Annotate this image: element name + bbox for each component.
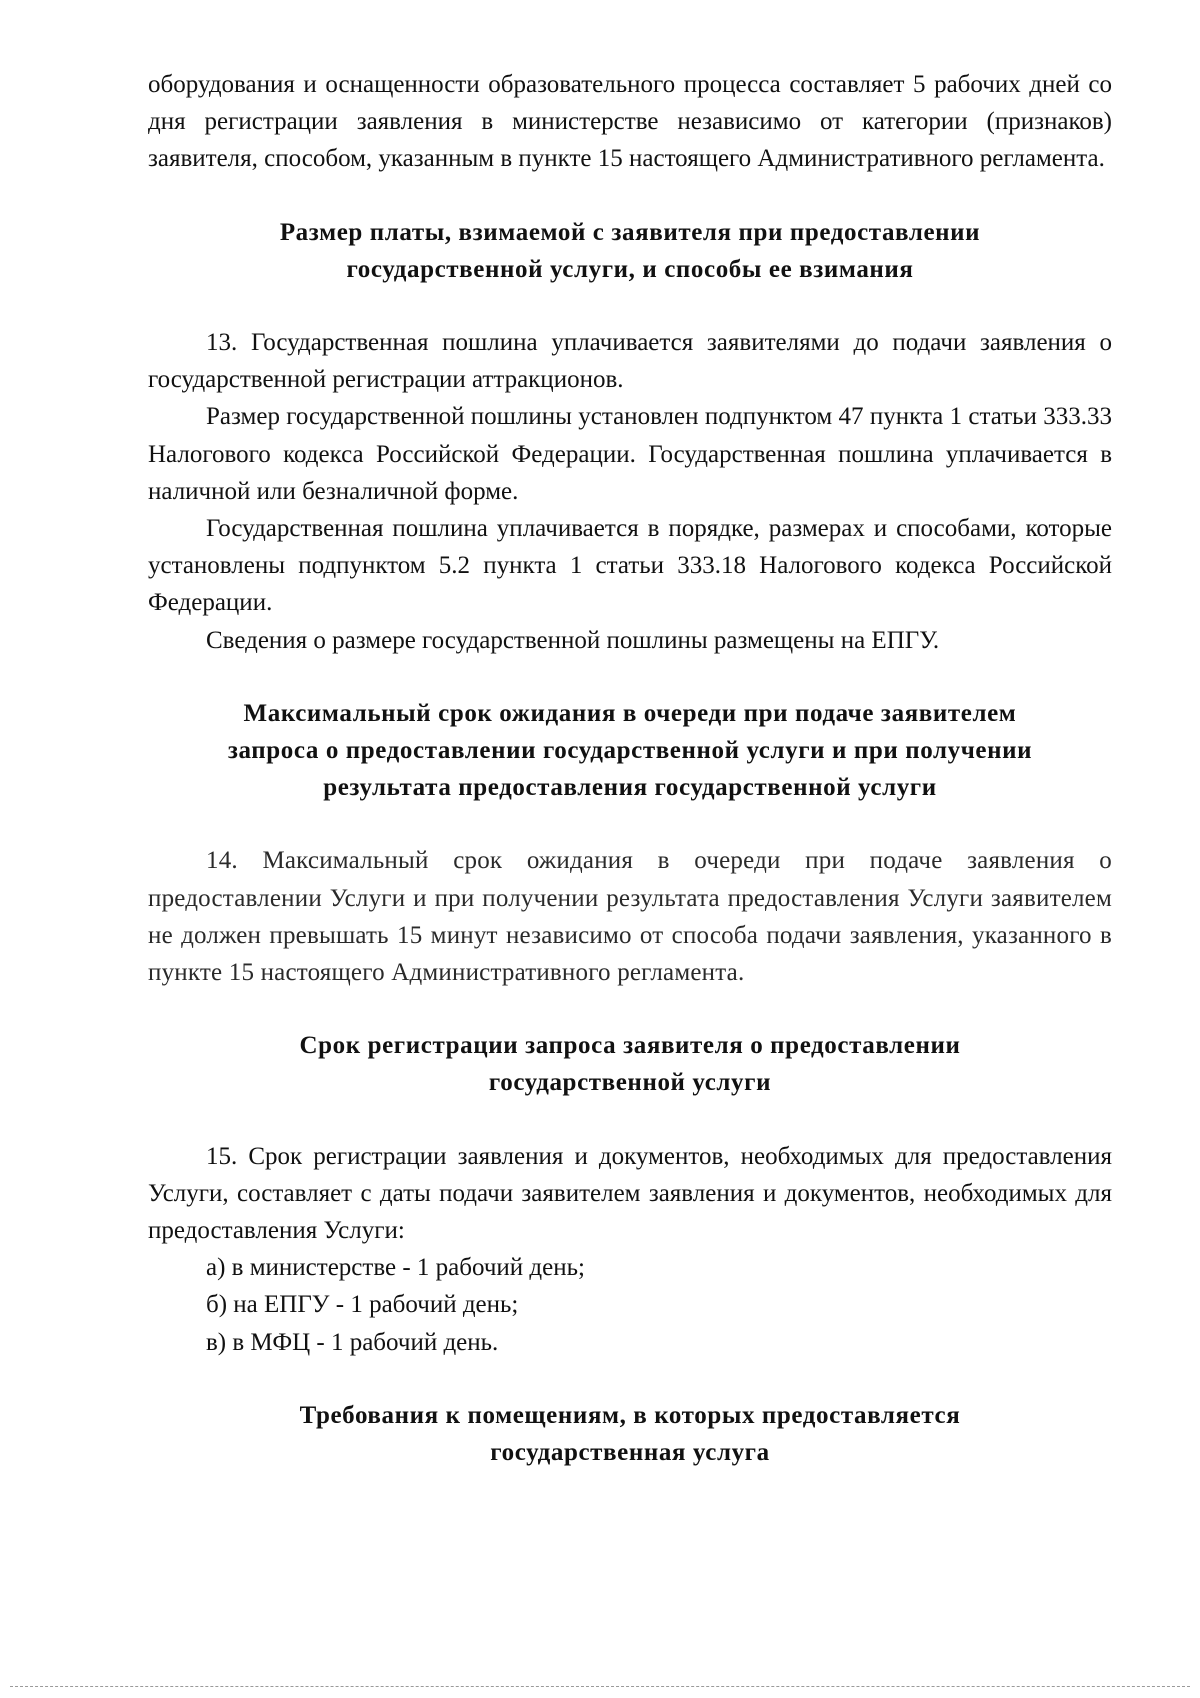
section-heading-queue-line2: запроса о предоставлении государственной услуги и при получении [227,737,1033,765]
section-heading-fee-line2: государственной услуги, и способы ее взимания [346,255,914,283]
section-heading-fee-line1: Размер платы, взимаемой с заявителя при предоставлении [279,218,981,246]
list-item-ministry: а) в министерстве - 1 рабочий день; [206,1254,585,1282]
list-item-epgu: б) на ЕПГУ - 1 рабочий день; [206,1291,519,1319]
list-item-mfc: в) в МФЦ - 1 рабочий день. [206,1328,499,1356]
paragraph-fee-info: Сведения о размере государственной пошлины размещены на ЕПГУ. [206,626,940,654]
paragraph-fee-order: Государственная пошлина уплачивается в порядке, размерах и способами, которые установлены подпунктом 5.2 пункта 1 статьи 333.18 Налогового кодекса Российской Федерации. [148,515,1112,617]
section-heading-premises-line2: государственная услуга [490,1439,770,1467]
spacer [148,806,1112,842]
paragraph-15: 15. Срок регистрации заявления и документов, необходимых для предоставления Услуги, составляет с даты подачи заявителем заявления и документов, необходимых для предоставления Услуги: [148,1142,1112,1245]
spacer [148,991,1112,1027]
section-heading-queue-line1: Максимальный срок ожидания в очереди при подаче заявителем [243,699,1017,727]
page-bottom-edge [10,1686,1190,1687]
paragraph-13: 13. Государственная пошлина уплачивается заявителями до подачи заявления о государственной регистрации аттракционов. [148,329,1112,394]
intro-paragraph: оборудования и оснащенности образовательного процесса составляет 5 рабочих дней со дня регистрации заявления в министерстве независимо от категории (признаков) заявителя, способом, указанным в пункте 15 настоящего Административного регламента. [148,71,1112,173]
spacer [148,288,1112,324]
spacer [148,1361,1112,1397]
document-body [148,66,1112,1471]
paragraph-14: 14. Максимальный срок ожидания в очереди при подаче заявления о предоставлении Услуги и при получении результата предоставления Услуги заявителем не должен превышать 15 минут независимо от способа подачи заявления, указанного в пункте 15 настоящего Административного регламента. [148,847,1112,987]
section-heading-queue-line3: результата предоставления государственной услуги [323,774,937,802]
spacer [148,659,1112,695]
section-heading-registration-line1: Срок регистрации запроса заявителя о предоставлении [299,1032,961,1060]
section-heading-premises-line1: Требования к помещениям, в которых предоставляется [299,1401,961,1429]
spacer [148,1102,1112,1138]
spacer [148,178,1112,214]
paragraph-fee-size: Размер государственной пошлины установлен подпунктом 47 пункта 1 статьи 333.33 Налогового кодекса Российской Федерации. Государственная пошлина уплачивается в наличной или безналичной форме. [148,403,1112,505]
section-heading-registration-line2: государственной услуги [488,1069,772,1097]
